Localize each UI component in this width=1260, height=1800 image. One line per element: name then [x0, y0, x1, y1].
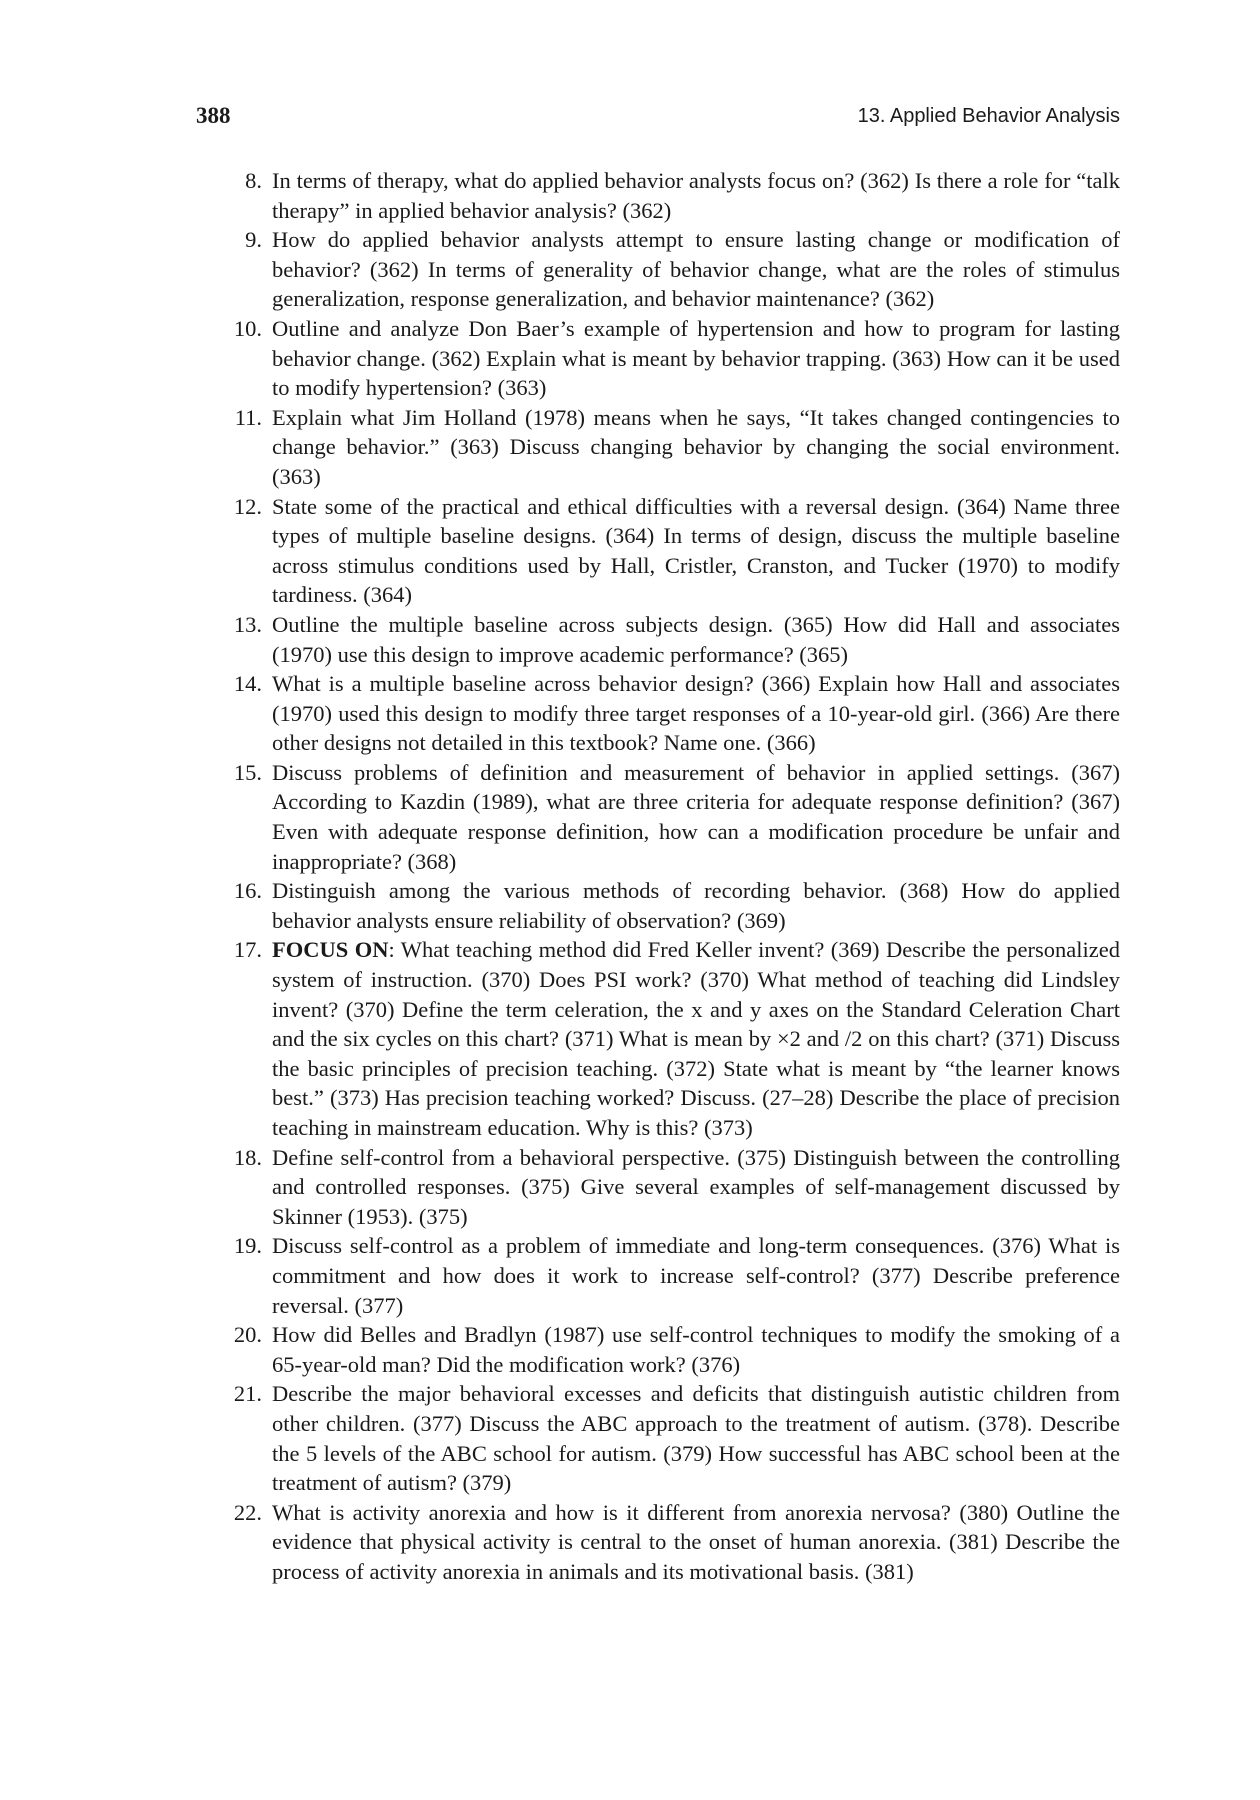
study-questions-list: [222, 166, 1120, 1587]
question-text: How do applied behavior analysts attempt to ensure lasting change or modification of behavior? (362) In terms of generality of behavior change, what are the roles of stimulus generalization, response generalization, and behavior maintenance? (362): [272, 227, 1120, 312]
question-text: Define self-control from a behavioral perspective. (375) Distinguish between the controlling and controlled responses. (375) Give several examples of self-management discussed by Skinner (1953). (375): [272, 1144, 1120, 1229]
question-item: [222, 610, 1120, 669]
question-number: 9.: [245, 227, 262, 253]
running-head: [196, 103, 1120, 135]
question-text: Distinguish among the various methods of recording behavior. (368) How do applied behavior analysts ensure reliability of observation? (369): [272, 878, 1120, 933]
question-number: 16.: [233, 878, 262, 904]
focus-on-label: FOCUS ON: [272, 937, 389, 963]
question-number: 8.: [245, 168, 262, 193]
question-item: [222, 166, 1120, 225]
question-number: 14.: [233, 671, 262, 697]
question-number: 20.: [233, 1322, 262, 1348]
question-number: 10.: [233, 315, 262, 341]
question-text: Describe the major behavioral excesses and deficits that distinguish autistic children from other children. (377) Discuss the ABC approach to the treatment of autism. (378). Describe the 5 levels of the ABC school for autism. (379) How successful has ABC school been at the treatment of autism? (379): [272, 1381, 1120, 1496]
question-item: [222, 1143, 1120, 1232]
question-text: Discuss problems of definition and measurement of behavior in applied settings. (367) According to Kazdin (1989), what are three criteria for adequate response definition? (367) Even with adequate response definition, how can a modification procedure be unfair and inappropriate? (368): [272, 759, 1120, 874]
question-text: What is a multiple baseline across behavior design? (366) Explain how Hall and associates (1970) used this design to modify three target responses of a 10-year-old girl. (366) Are there other designs not detailed in this textbook? Name one. (366): [272, 671, 1120, 756]
question-number: 22.: [233, 1499, 262, 1525]
question-text: Outline and analyze Don Baer’s example of hypertension and how to program for lasting behavior change. (362) Explain what is meant by behavior trapping. (363) How can it be used to modify hypertension? (363): [272, 315, 1120, 401]
question-number: 21.: [233, 1381, 262, 1407]
question-number: 17.: [233, 937, 262, 963]
question-item: [222, 1379, 1120, 1497]
question-text: How did Belles and Bradlyn (1987) use self-control techniques to modify the smoking of a 65-year-old man? Did the modification work? (376): [272, 1322, 1120, 1377]
question-item: [222, 225, 1120, 314]
question-item: [222, 669, 1120, 758]
question-item: [222, 1231, 1120, 1320]
question-number: 18.: [233, 1144, 262, 1170]
question-number: 15.: [233, 759, 262, 785]
question-item: [222, 758, 1120, 876]
question-text: Discuss self-control as a problem of immediate and long-term consequences. (376) What is commitment and how does it work to increase self-control? (377) Describe preference reversal. (377): [272, 1233, 1120, 1318]
question-item: [222, 935, 1120, 1142]
page-number: 388: [196, 103, 231, 128]
question-item: [222, 492, 1120, 610]
question-number: 13.: [233, 611, 262, 637]
question-number: 19.: [233, 1233, 262, 1259]
question-number: 12.: [233, 493, 262, 519]
question-item: [222, 314, 1120, 403]
question-text: Explain what Jim Holland (1978) means when he says, “It takes changed contingencies to change behavior.” (363) Discuss changing behavior by changing the social environment. (363): [272, 404, 1120, 489]
question-text: State some of the practical and ethical difficulties with a reversal design. (364) Name three types of multiple baseline designs. (364) In terms of design, discuss the multiple baseline across stimulus conditions used by Hall, Cristler, Cranston, and Tucker (1970) to modify tardiness. (364): [272, 493, 1120, 608]
question-text: What is activity anorexia and how is it different from anorexia nervosa? (380) Outline the evidence that physical activity is central to the onset of human anorexia. (381) Describe the process of activity anorexia in animals and its motivational basis. (381): [272, 1499, 1120, 1584]
chapter-title: 13. Applied Behavior Analysis: [857, 105, 1120, 127]
question-item: [222, 1320, 1120, 1379]
question-text: In terms of therapy, what do applied behavior analysts focus on? (362) Is there a role for “talk therapy” in applied behavior analysis? (362): [272, 168, 1120, 223]
question-item: [222, 403, 1120, 492]
question-text: Outline the multiple baseline across subjects design. (365) How did Hall and associates (1970) use this design to improve academic performance? (365): [272, 611, 1120, 667]
question-item: [222, 876, 1120, 935]
question-text: : What teaching method did Fred Keller invent? (369) Describe the personalized system of instruction. (370) Does PSI work? (370) What method of teaching did Lindsley invent? (370) Define the term celeration, the x and y axes on the Standard Celeration Chart and the six cycles on this chart? (371) What is mean by ×2 and /2 on this chart? (371) Discuss the basic principles of precision teaching. (372) State what is meant by “the learner knows best.” (373) Has precision teaching worked? Discuss. (27–28) Describe the place of precision teaching in mainstream education. Why is this? (373): [272, 937, 1120, 1140]
question-number: 11.: [234, 404, 262, 430]
question-item: [222, 1498, 1120, 1587]
